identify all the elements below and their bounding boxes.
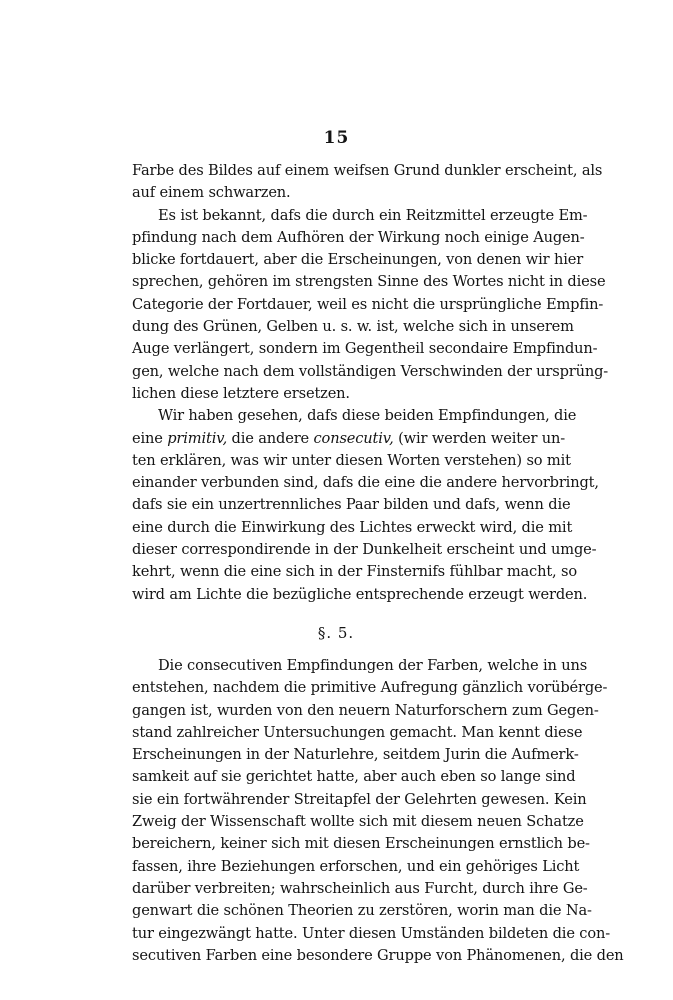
text-line: sprechen, gehören im strengsten Sinne des Wortes nicht in diese xyxy=(132,273,606,291)
text-line: Es ist bekannt, dafs die durch ein Reitzmittel erzeugte Em- xyxy=(158,206,588,224)
text-line: Zweig der Wissenschaft wollte sich mit diesem neuen Schatze xyxy=(132,813,584,831)
text-line: tur eingezwängt hatte. Unter diesen Umständen bildeten die con- xyxy=(132,924,610,942)
text-line: fassen, ihre Beziehungen erforschen, und ein gehöriges Licht xyxy=(132,857,580,875)
text-line: lichen diese letztere ersetzen. xyxy=(132,384,350,402)
text-line: gen, welche nach dem vollständigen Verschwinden der ursprüng- xyxy=(132,362,609,380)
text-line: samkeit auf sie gerichtet hatte, aber auch eben so lange sind xyxy=(132,768,576,786)
paragraph-2 xyxy=(132,205,609,406)
text-line: kehrt, wenn die eine sich in der Finsternifs fühlbar macht, so xyxy=(132,563,578,581)
text-line-mixed xyxy=(132,428,566,450)
text-line: gangen ist, wurden von den neuern Naturforschern zum Gegen- xyxy=(132,701,599,719)
text-line: darüber verbreiten; wahrscheinlich aus Furcht, durch ihre Ge- xyxy=(132,879,588,897)
text-line: dung des Grünen, Gelben u. s. w. ist, welche sich in unserem xyxy=(132,318,574,336)
paragraph-1 xyxy=(132,160,603,205)
text-line: secutiven Farben eine besondere Gruppe von Phänomenen, die den xyxy=(132,946,624,964)
body-text xyxy=(132,160,624,967)
text-line: Auge verlängert, sondern im Gegentheil secondaire Empfindun- xyxy=(132,340,598,358)
text-line: einander verbunden sind, dafs die eine die andere hervorbringt, xyxy=(132,474,599,492)
text-line: Die consecutiven Empfindungen der Farben, welche in uns xyxy=(158,656,588,674)
text-line: dafs sie ein unzertrennliches Paar bilden und dafs, wenn die xyxy=(132,496,571,514)
text-fragment: die andere xyxy=(227,429,314,447)
text-line: Erscheinungen in der Naturlehre, seitdem Jurin die Aufmerk- xyxy=(132,746,579,764)
text-line: Wir haben gesehen, dafs diese beiden Empfindungen, die xyxy=(158,407,577,425)
text-line: ten erklären, was wir unter diesen Worten verstehen) so mit xyxy=(132,451,571,469)
text-line: bereichern, keiner sich mit diesen Erscheinungen ernstlich be- xyxy=(132,835,590,853)
page-number: 15 xyxy=(323,128,350,148)
text-fragment: (wir werden weiter un- xyxy=(393,429,566,447)
text-fragment: eine xyxy=(132,429,168,447)
text-line: entstehen, nachdem die primitive Aufregung gänzlich vorübérge- xyxy=(132,679,608,697)
section-heading: §. 5. xyxy=(317,623,355,642)
text-line: dieser correspondirende in der Dunkelheit erscheint und umge- xyxy=(132,541,597,559)
paragraph-3 xyxy=(132,405,599,606)
text-line: genwart die schönen Theorien zu zerstören, worin man die Na- xyxy=(132,902,592,920)
text-line: wird am Lichte die bezügliche entsprechende erzeugt werden. xyxy=(132,585,588,603)
text-line: sie ein fortwährender Streitapfel der Gelehrten gewesen. Kein xyxy=(132,790,587,808)
text-line: Categorie der Fortdauer, weil es nicht die ursprüngliche Empfin- xyxy=(132,295,604,313)
text-line: blicke fortdauert, aber die Erscheinungen, von denen wir hier xyxy=(132,251,584,269)
text-line: Farbe des Bildes auf einem weifsen Grund dunkler erscheint, als xyxy=(132,162,603,179)
text-line: auf einem schwarzen. xyxy=(132,184,291,202)
italic-term: consecutiv, xyxy=(313,429,394,447)
text-line: pfindung nach dem Aufhören der Wirkung noch einige Augen- xyxy=(132,228,585,246)
text-line: eine durch die Einwirkung des Lichtes erweckt wird, die mit xyxy=(132,518,573,536)
italic-term: primitiv, xyxy=(167,429,228,447)
paragraph-4 xyxy=(132,655,624,967)
text-line: stand zahlreicher Untersuchungen gemacht. Man kennt diese xyxy=(132,723,583,741)
